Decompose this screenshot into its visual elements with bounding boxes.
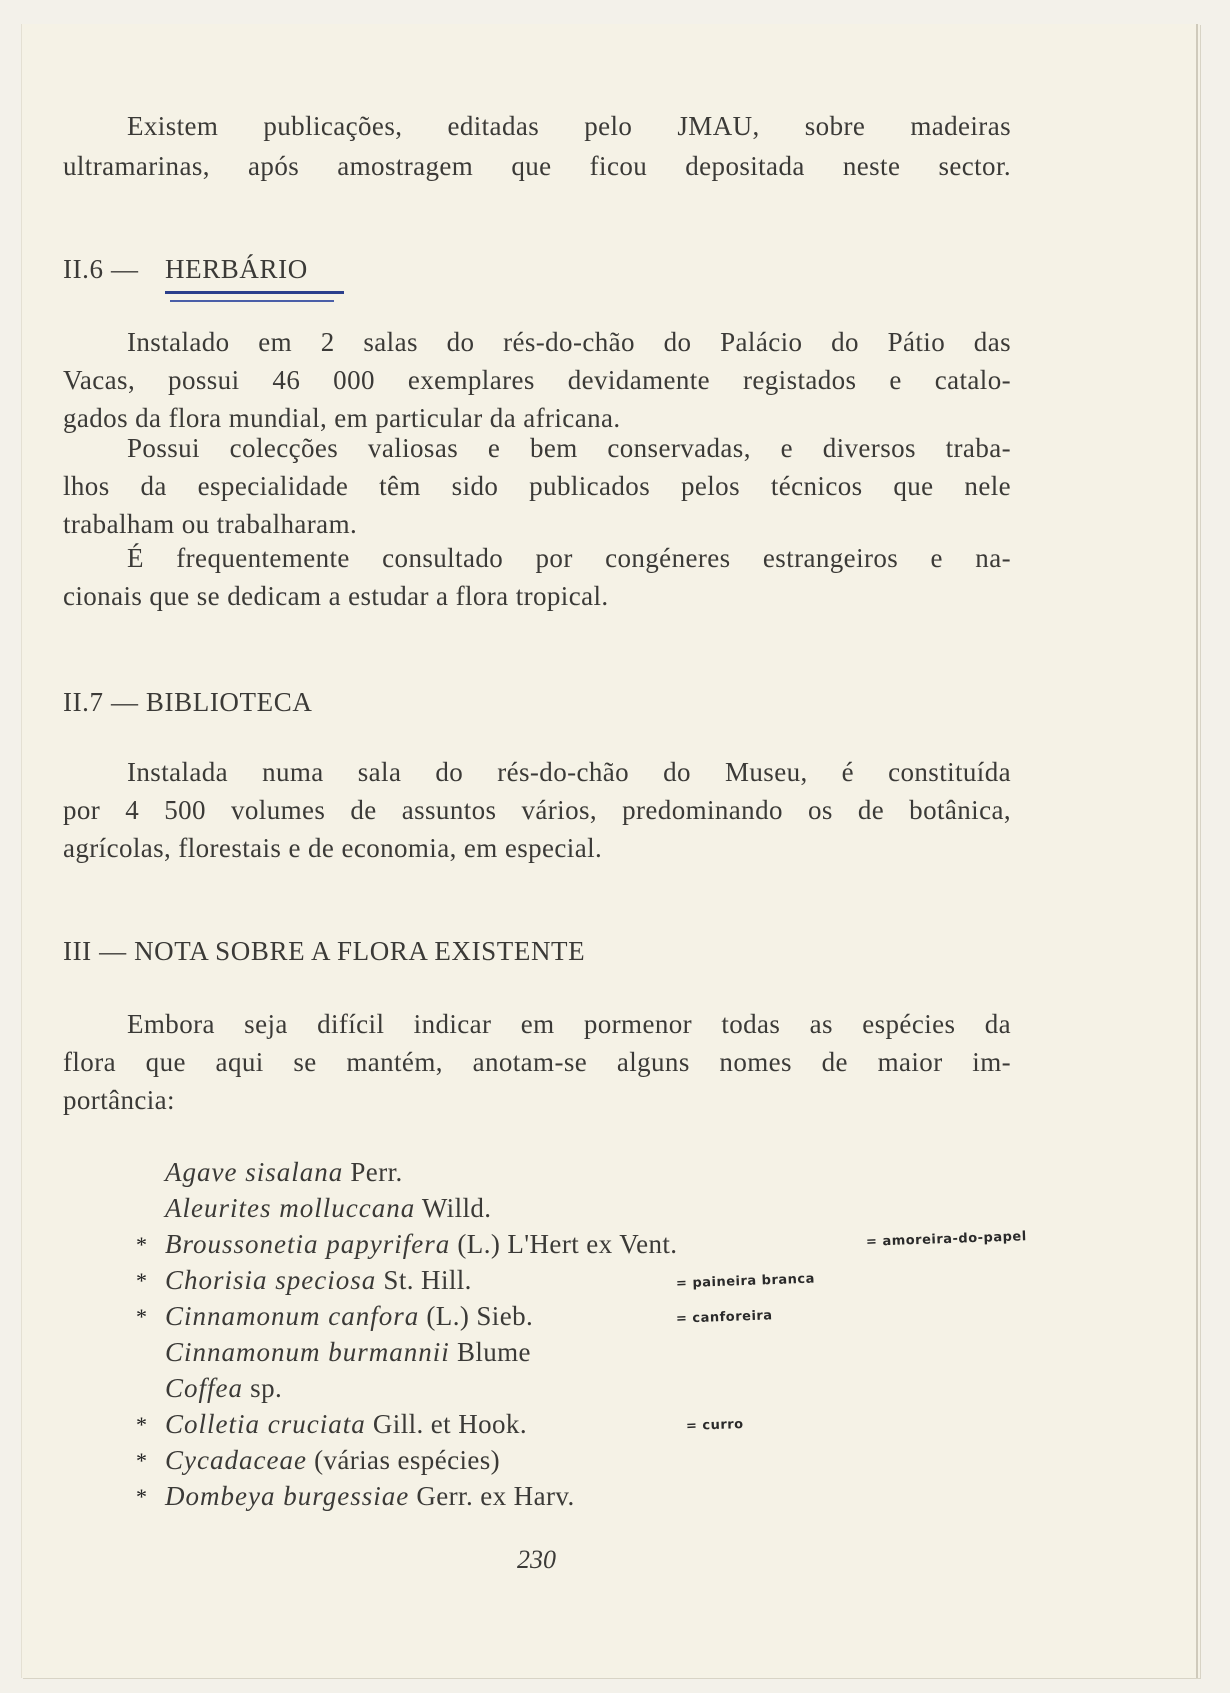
species-author: St. Hill. [383, 1265, 472, 1295]
handwritten-note: = canforeira [675, 1308, 773, 1327]
handwritten-asterisk: * [136, 1412, 147, 1437]
species-item [165, 1370, 282, 1406]
species-name: Colletia cruciata [165, 1409, 366, 1439]
flora-p1-line-1: Embora seja difícil indicar em pormenor todas as espécies da [127, 1009, 1011, 1039]
handwritten-note: = curro [685, 1416, 744, 1435]
herbario-p3-line-1: É frequentemente consultado por congéneres estrangeiros e na- [127, 543, 1011, 573]
species-item [165, 1154, 403, 1190]
species-author: Gerr. ex Harv. [416, 1481, 575, 1511]
section-number-herbario: II.6 — [63, 254, 139, 284]
species-item [165, 1298, 533, 1334]
herbario-p3-line-2: cionais que se dedicam a estudar a flora tropical. [63, 581, 609, 611]
intro-line-2: ultramarinas, após amostragem que ficou depositada neste sector. [63, 151, 1011, 181]
flora-p1-line-3: portância: [63, 1085, 175, 1115]
species-item [165, 1262, 472, 1298]
species-name: Cycadaceae [165, 1445, 307, 1475]
species-item [165, 1190, 491, 1226]
page-number: 230 [517, 1545, 556, 1574]
section-heading-biblioteca: II.7 — BIBLIOTECA [63, 687, 313, 717]
species-author: Blume [456, 1337, 531, 1367]
species-author: Perr. [350, 1157, 403, 1187]
species-name: Coffea [165, 1373, 243, 1403]
species-author: Gill. et Hook. [372, 1409, 527, 1439]
species-name: Cinnamonum burmannii [165, 1337, 450, 1367]
herbario-p2-line-1: Possui colecções valiosas e bem conservadas, e diversos traba- [127, 433, 1011, 463]
handwritten-asterisk: * [136, 1232, 147, 1257]
species-author: (várias espécies) [314, 1445, 501, 1475]
species-author: sp. [250, 1373, 283, 1403]
handwritten-asterisk: * [136, 1304, 147, 1329]
species-name: Chorisia speciosa [165, 1265, 377, 1295]
species-name: Broussonetia papyrifera [165, 1229, 451, 1259]
herbario-p1-line-1: Instalado em 2 salas do rés-do-chão do Palácio do Pátio das [127, 327, 1011, 357]
herbario-p1-line-2: Vacas, possui 46 000 exemplares devidamente registados e catalo- [63, 365, 1011, 395]
biblioteca-p1-line-2: por 4 500 volumes de assuntos vários, predominando os de botânica, [63, 795, 1011, 825]
species-item [165, 1442, 500, 1478]
species-item [165, 1478, 575, 1514]
section-heading-flora: III — NOTA SOBRE A FLORA EXISTENTE [63, 936, 586, 966]
herbario-p2-line-2: lhos da especialidade têm sido publicados pelos técnicos que nele [63, 471, 1011, 501]
species-author: (L.) Sieb. [426, 1301, 534, 1331]
handwritten-note: = amoreira-do-papel [865, 1229, 1027, 1250]
species-name: Dombeya burgessiae [165, 1481, 410, 1511]
section-title-herbario: HERBÁRIO [165, 254, 308, 284]
handwritten-asterisk: * [136, 1484, 147, 1509]
species-name: Agave sisalana [165, 1157, 344, 1187]
species-name: Cinnamonum canfora [165, 1301, 420, 1331]
herbario-p2-line-3: trabalham ou trabalharam. [63, 509, 358, 539]
handwritten-asterisk: * [136, 1448, 147, 1473]
species-item [165, 1334, 531, 1370]
herbario-p1-line-3: gados da flora mundial, em particular da africana. [63, 403, 621, 433]
flora-p1-line-2: flora que aqui se mantém, anotam-se alguns nomes de maior im- [63, 1047, 1011, 1077]
intro-line-1: Existem publicações, editadas pelo JMAU, sobre madeiras [127, 111, 1011, 141]
pen-underline-second [170, 300, 334, 302]
species-item [165, 1226, 677, 1262]
biblioteca-p1-line-1: Instalada numa sala do rés-do-chão do Museu, é constituída [127, 757, 1011, 787]
species-name: Aleurites molluccana [165, 1193, 416, 1223]
species-author: Willd. [421, 1193, 492, 1223]
page-edge [1196, 24, 1198, 1678]
handwritten-asterisk: * [136, 1268, 147, 1293]
species-item [165, 1406, 527, 1442]
species-author: (L.) L'Hert ex Vent. [457, 1229, 678, 1259]
handwritten-note: = paineira branca [675, 1271, 816, 1292]
biblioteca-p1-line-3: agrícolas, florestais e de economia, em especial. [63, 833, 603, 863]
pen-underline [165, 291, 344, 294]
